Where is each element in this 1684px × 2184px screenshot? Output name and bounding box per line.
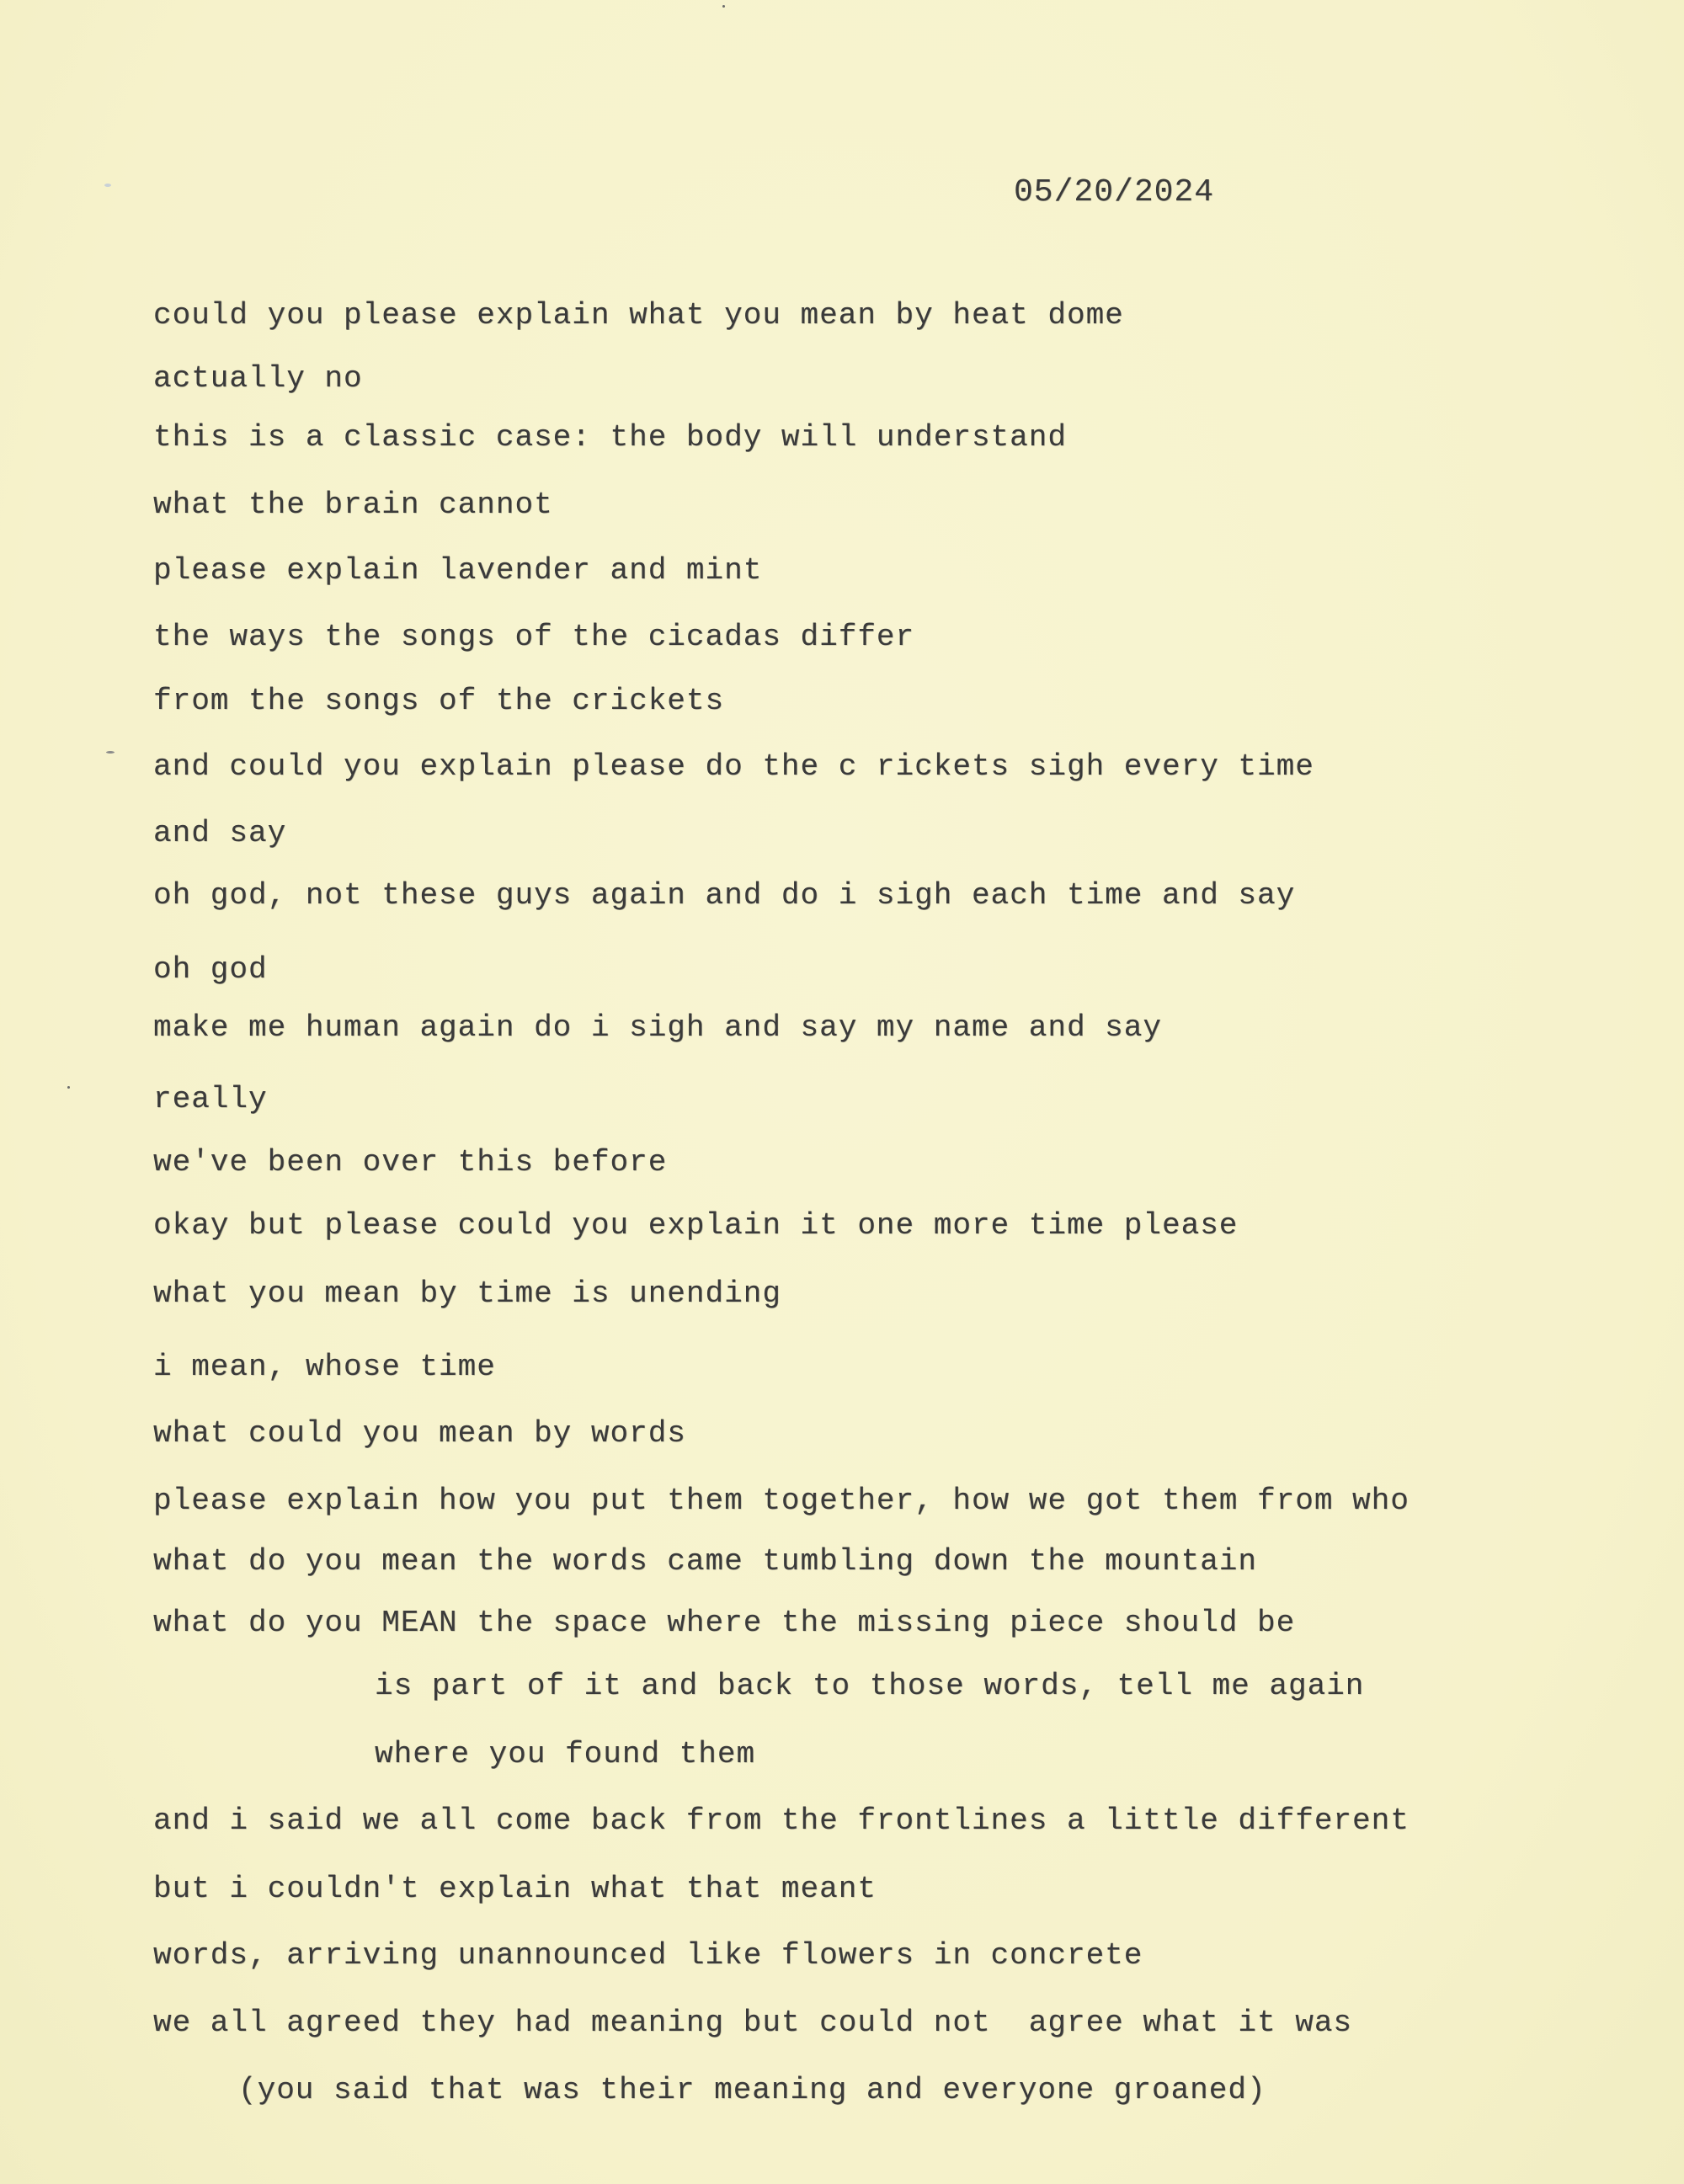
poem-line: what do you mean the words came tumbling down the mountain [153,1544,1258,1579]
ink-speck [104,184,111,187]
poem-line: words, arriving unannounced like flowers in concrete [153,1938,1143,1973]
poem-line: and i said we all come back from the frontlines a little different [153,1803,1410,1838]
poem-line: make me human again do i sigh and say my name and say [153,1010,1162,1045]
poem-line: we all agreed they had meaning but could not agree what it was [153,2006,1353,2040]
poem-line: the ways the songs of the cicadas differ [153,620,915,654]
poem-line: but i couldn't explain what that meant [153,1872,877,1906]
poem-line-indented: is part of it and back to those words, tell me again [375,1669,1365,1703]
poem-line: and could you explain please do the c rickets sigh every time [153,749,1314,784]
poem-line: actually no [153,361,363,396]
date-line: 05/20/2024 [1014,174,1215,210]
poem-line: i mean, whose time [153,1350,496,1384]
ink-speck [106,751,115,754]
poem-line: oh god [153,952,268,987]
poem-line: please explain lavender and mint [153,553,763,588]
poem-line: really [153,1082,268,1116]
ink-speck [722,5,725,8]
poem-line: could you please explain what you mean by heat dome [153,298,1124,333]
poem-line-indented: where you found them [375,1737,756,1771]
poem-line: please explain how you put them together, how we got them from who [153,1484,1410,1518]
poem-line: what you mean by time is unending [153,1276,781,1311]
poem-line: and say [153,816,287,850]
poem-line: oh god, not these guys again and do i sigh each time and say [153,878,1296,913]
poem-line-indented: (you said that was their meaning and everyone groaned) [238,2073,1266,2107]
poem-line: okay but please could you explain it one more time please [153,1208,1239,1243]
poem-line: what the brain cannot [153,487,553,522]
poem-line: from the songs of the crickets [153,684,725,718]
ink-speck [67,1086,70,1089]
poem-line: what could you mean by words [153,1416,686,1451]
poem-line: what do you MEAN the space where the missing piece should be [153,1606,1296,1640]
poem-line: we've been over this before [153,1145,668,1180]
poem-line: this is a classic case: the body will understand [153,420,1067,455]
